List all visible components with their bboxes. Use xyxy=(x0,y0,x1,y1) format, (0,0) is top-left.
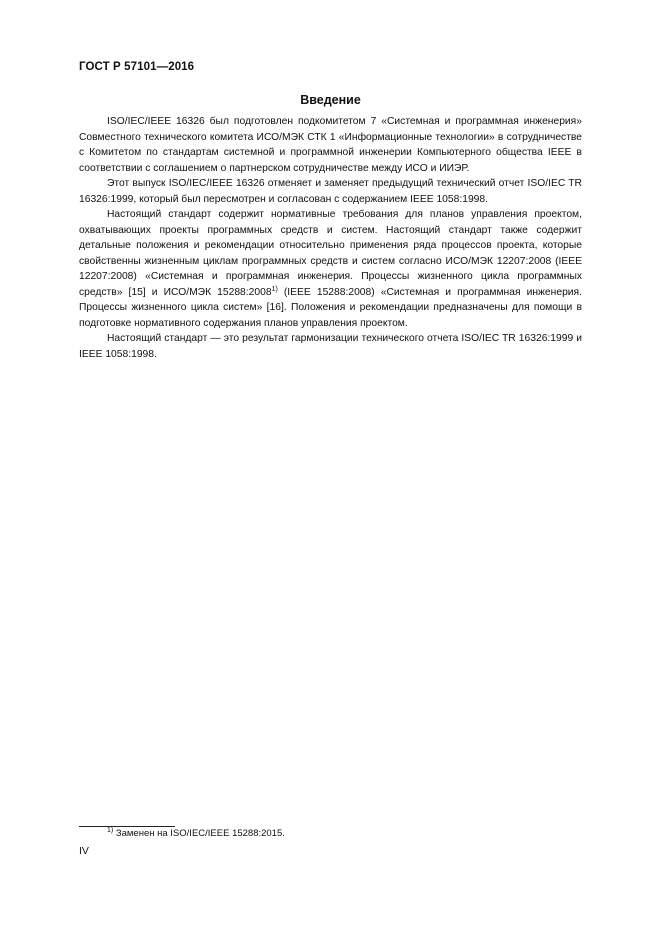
paragraph-4: Настоящий стандарт — это результат гармонизации технического отчета ISO/IEC TR 16326:1999 и IEEE 1058:1998. xyxy=(79,333,582,360)
paragraph-3-text-before-footnote: Настоящий стандарт содержит нормативные требования для планов управления проектом, охватывающих проекты программных средств и систем. Настоящий стандарт также содержит детальные положения и рекомендации относительно применения ряда процессов проекта, которые свойственны жизненным циклам программных средств и систем согласно ИСО/МЭК 12207:2008 (IEEE 12207:2008) «Системная и программная инженерия. Процессы жизненного цикла программных средств» [15] и ИСО/МЭК 15288:2008 xyxy=(79,209,582,298)
body-text xyxy=(79,114,582,362)
paragraph-3 xyxy=(79,207,582,331)
paragraph-2: Этот выпуск ISO/IEC/IEEE 16326 отменяет и заменяет предыдущий технический отчет ISO/IEC TR 16326:1999, который был пересмотрен и согласован с содержанием IEEE 1058:1998. xyxy=(79,178,582,205)
footnote-divider xyxy=(79,826,175,827)
section-title: Введение xyxy=(300,93,361,107)
footnote-text: Заменен на ISO/IEC/IEEE 15288:2015. xyxy=(113,828,285,839)
footnote-marker: 1) xyxy=(107,827,114,834)
document-code-header: ГОСТ Р 57101—2016 xyxy=(79,61,195,73)
page-number: IV xyxy=(79,845,89,857)
footnote-reference: 1) xyxy=(271,285,278,293)
footnote xyxy=(107,828,285,840)
paragraph-3-text-after-footnote: (IEEE 15288:2008) «Системная и программная инженерия. Процессы жизненного цикла систем» [16]. Положения и рекомендации предназначены для помощи в подготовке нормативного содержания планов управления проектом. xyxy=(79,286,582,329)
paragraph-1: ISO/IEC/IEEE 16326 был подготовлен подкомитетом 7 «Системная и программная инженерия» Совместного технического комитета ИСО/МЭК СТК 1 «Информационные технологии» в сотрудничестве с Комитетом по стандартам системной и программной инженерии Компьютерного общества IEEE в соответствии с соглашением о партнерском сотрудничестве между ИСО и ИИЭР. xyxy=(79,116,582,174)
